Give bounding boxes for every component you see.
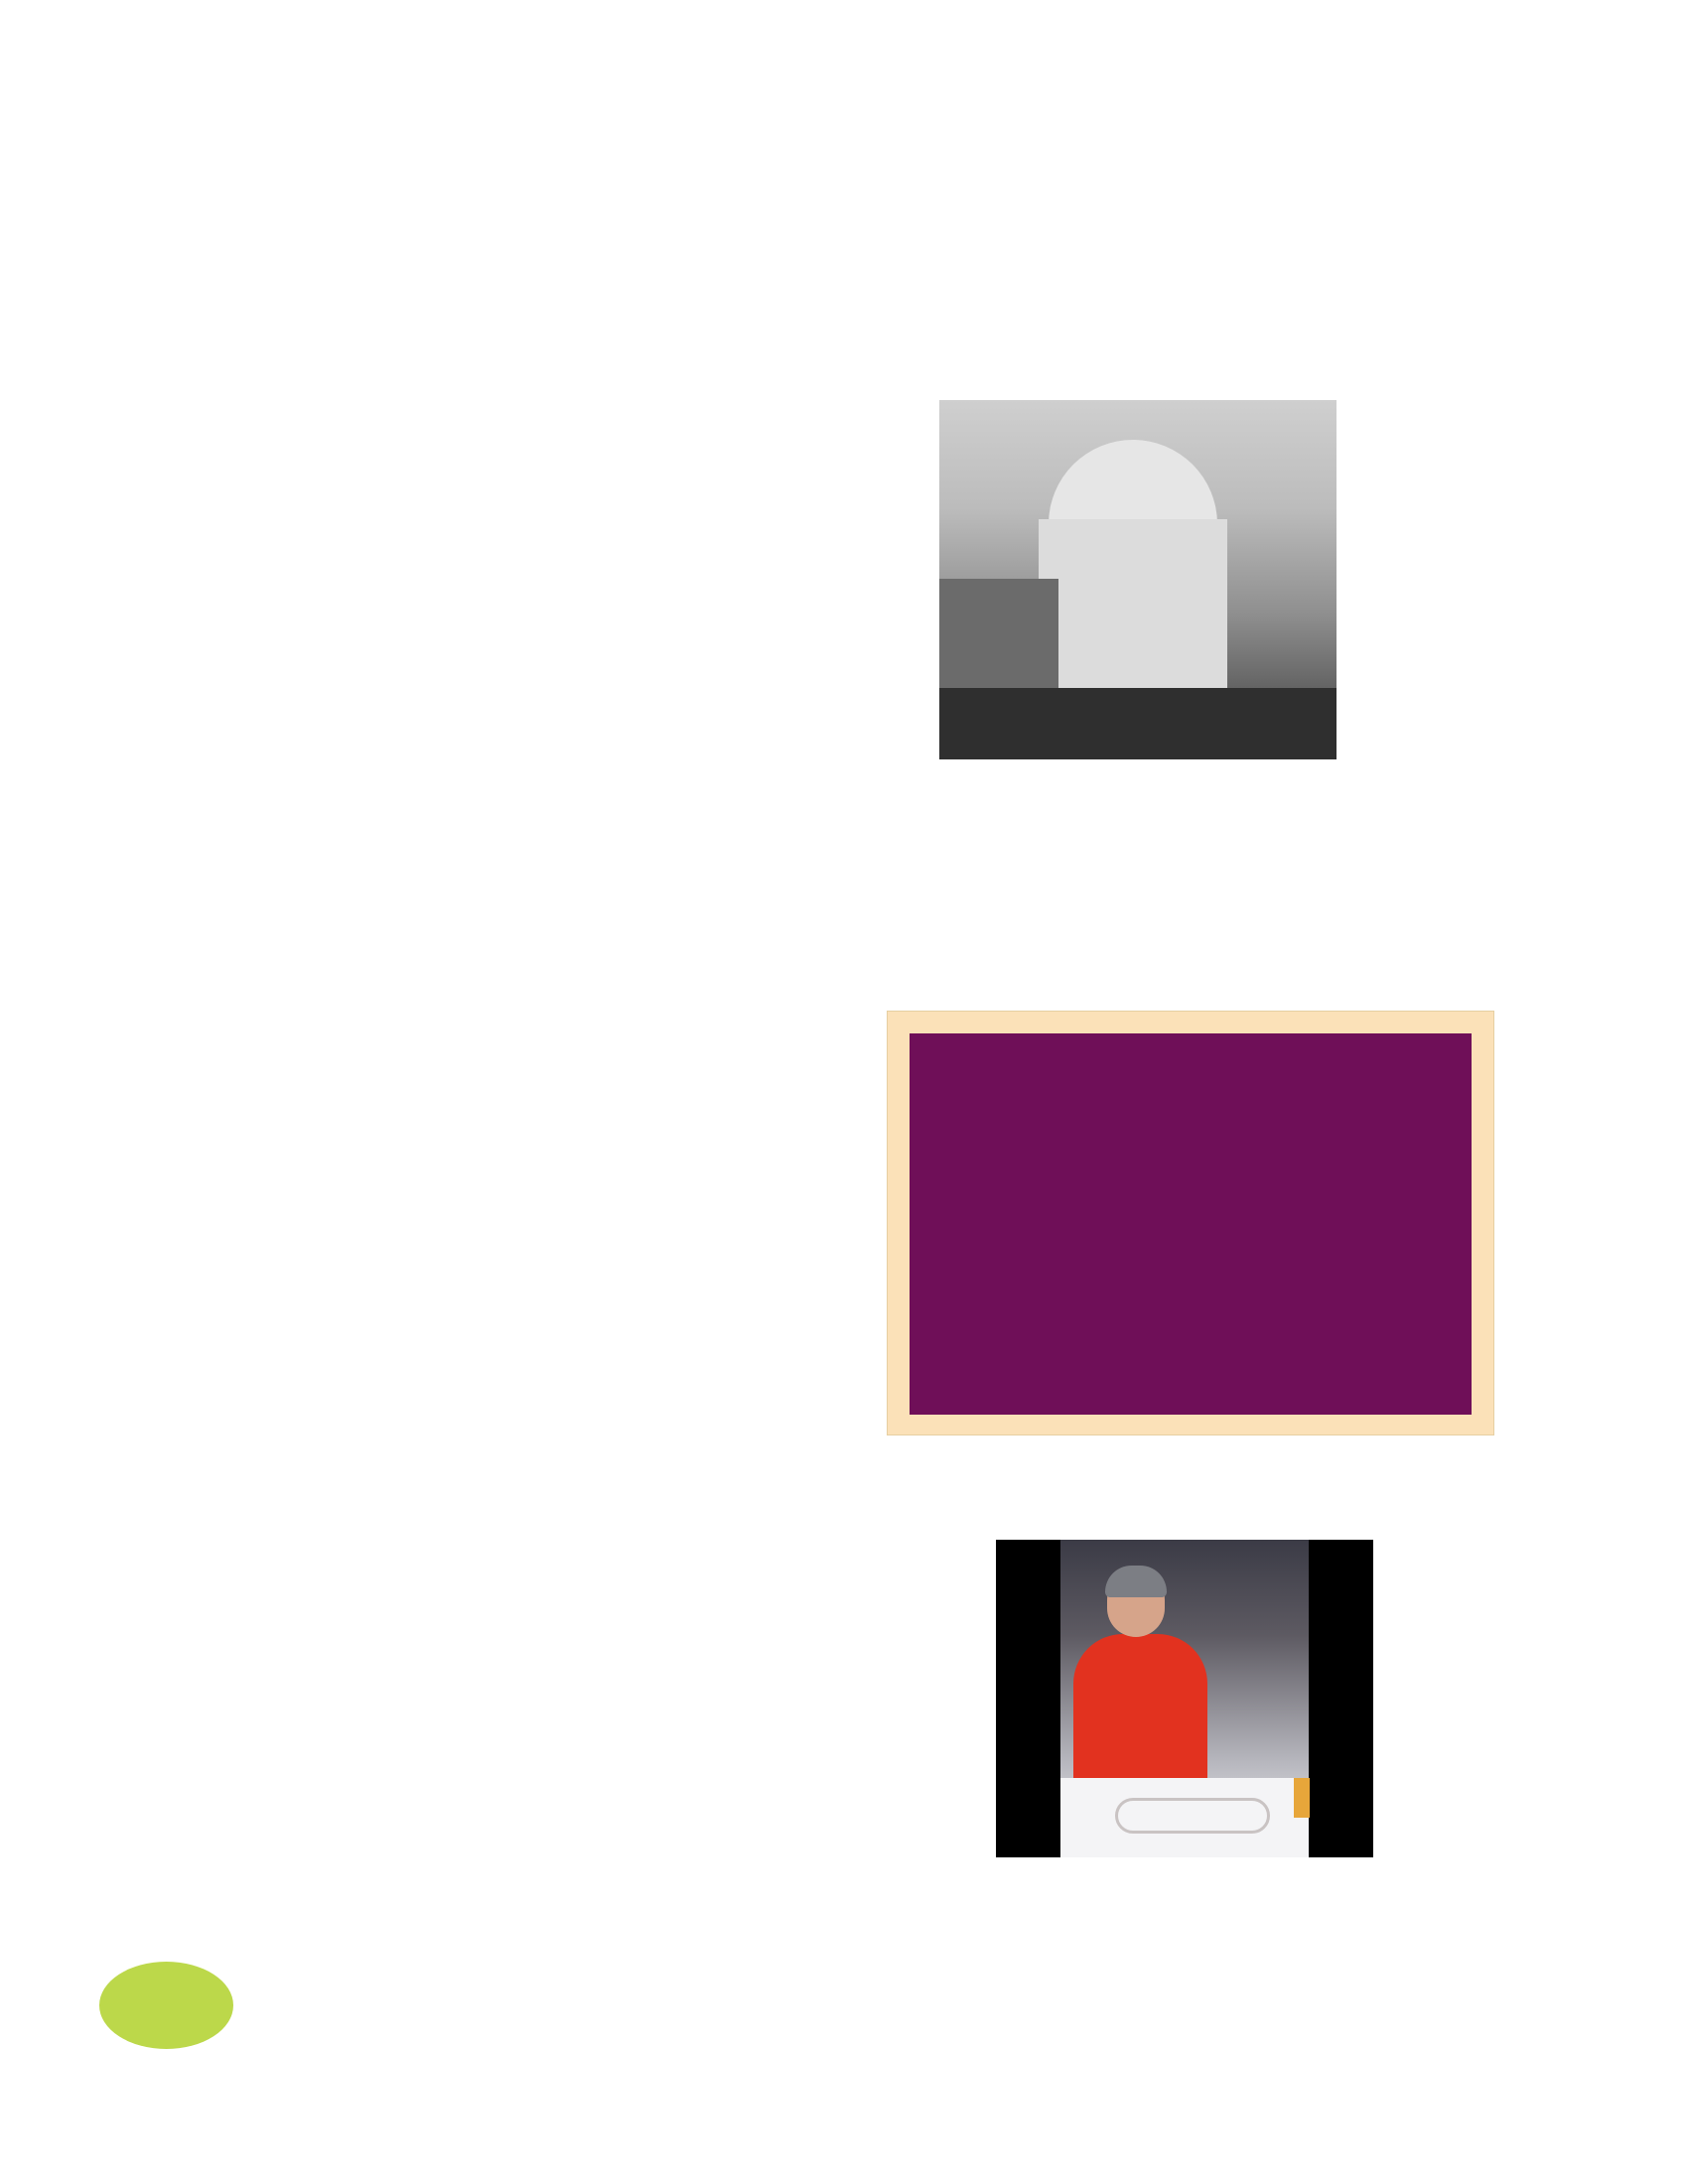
- photo-snow-drawing-shape: [1115, 1798, 1270, 1834]
- photo-ground-shape: [939, 688, 1336, 759]
- pull-quote: [910, 1033, 1472, 1415]
- photo-building-shape: [1039, 519, 1227, 688]
- pull-quote-box: [887, 1011, 1494, 1435]
- photo-red-jacket-shape: [1073, 1634, 1207, 1793]
- hell-building-photo: [939, 400, 1336, 759]
- photo-beer-shape: [1294, 1778, 1310, 1818]
- photo-overlay-text: [1086, 507, 1335, 519]
- dj-snow-meme-photo: [996, 1540, 1373, 1857]
- page-number-badge: [99, 1962, 233, 2049]
